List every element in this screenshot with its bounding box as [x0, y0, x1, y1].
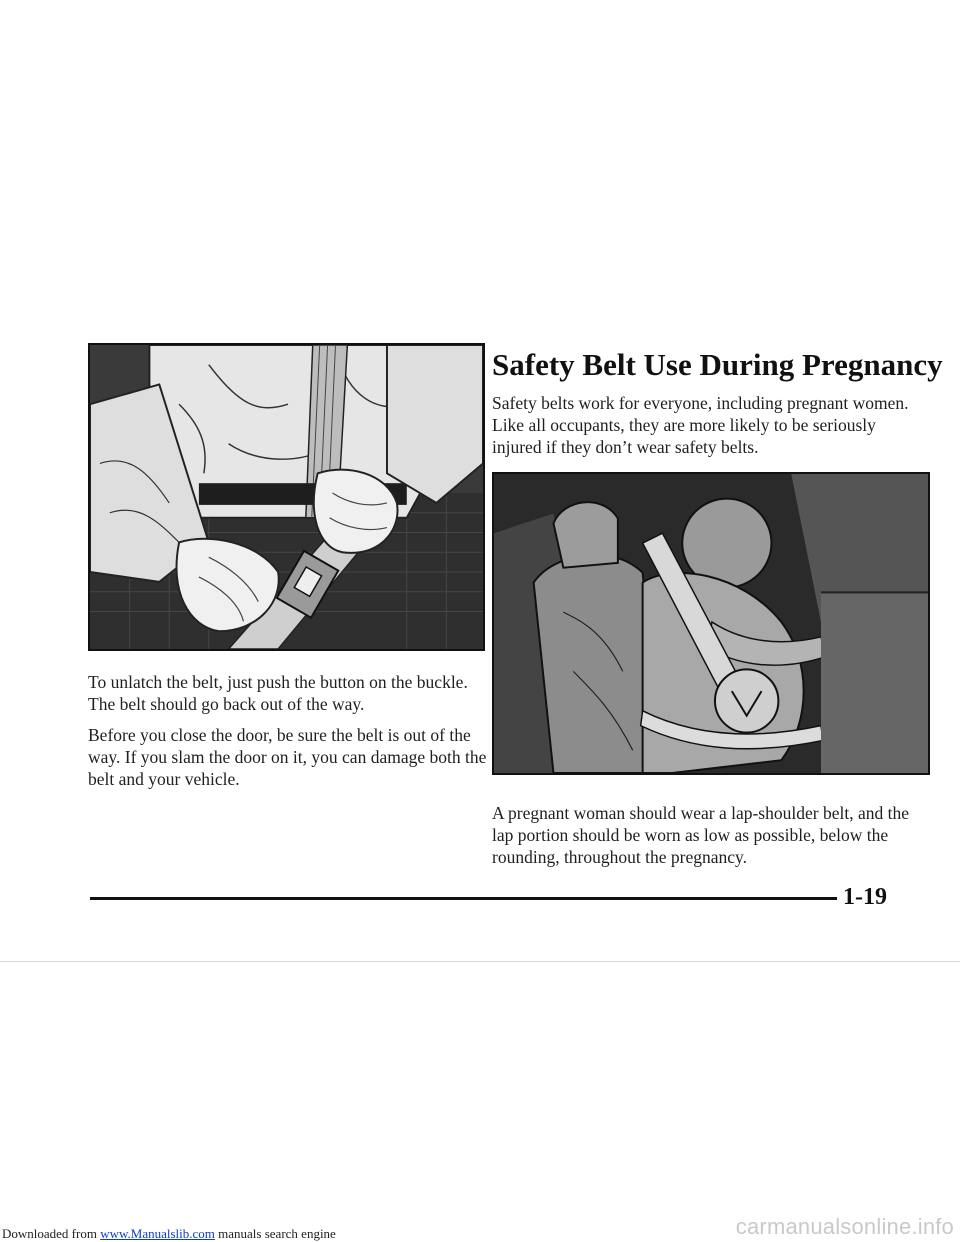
buckle-unlatch-drawing [90, 345, 483, 649]
door-warning-paragraph: Before you close the door, be sure the belt is out of the way. If you slam the door on it, you can damage both the belt and your vehicle. [88, 725, 487, 789]
download-prefix: Downloaded from [2, 1226, 97, 1241]
watermark: carmanualsonline.info [735, 1214, 954, 1239]
section-heading: Safety Belt Use During Pregnancy [492, 347, 943, 382]
unlatch-paragraph: To unlatch the belt, just push the button on the buckle. The belt should go back out of the way. [88, 672, 468, 714]
pregnancy-intro-paragraph: Safety belts work for everyone, including pregnant women. Like all occupants, they are more likely to be seriously injured if they don’t wear safety belts. [492, 393, 909, 457]
scan-edge-line [0, 961, 960, 962]
page-number: 1-19 [843, 884, 887, 910]
footer-rule [90, 897, 837, 900]
download-suffix: manuals search engine [218, 1226, 336, 1241]
manualslib-link[interactable]: www.Manualslib.com [100, 1226, 215, 1241]
pregnant-belt-drawing [494, 474, 928, 773]
pregnant-belt-illustration [492, 472, 930, 775]
pregnancy-belt-paragraph: A pregnant woman should wear a lap-shoulder belt, and the lap portion should be worn as low as possible, below the rounding, throughout the pregnancy. [492, 803, 909, 867]
buckle-unlatch-illustration [88, 343, 485, 651]
download-bar [0, 1226, 960, 1242]
